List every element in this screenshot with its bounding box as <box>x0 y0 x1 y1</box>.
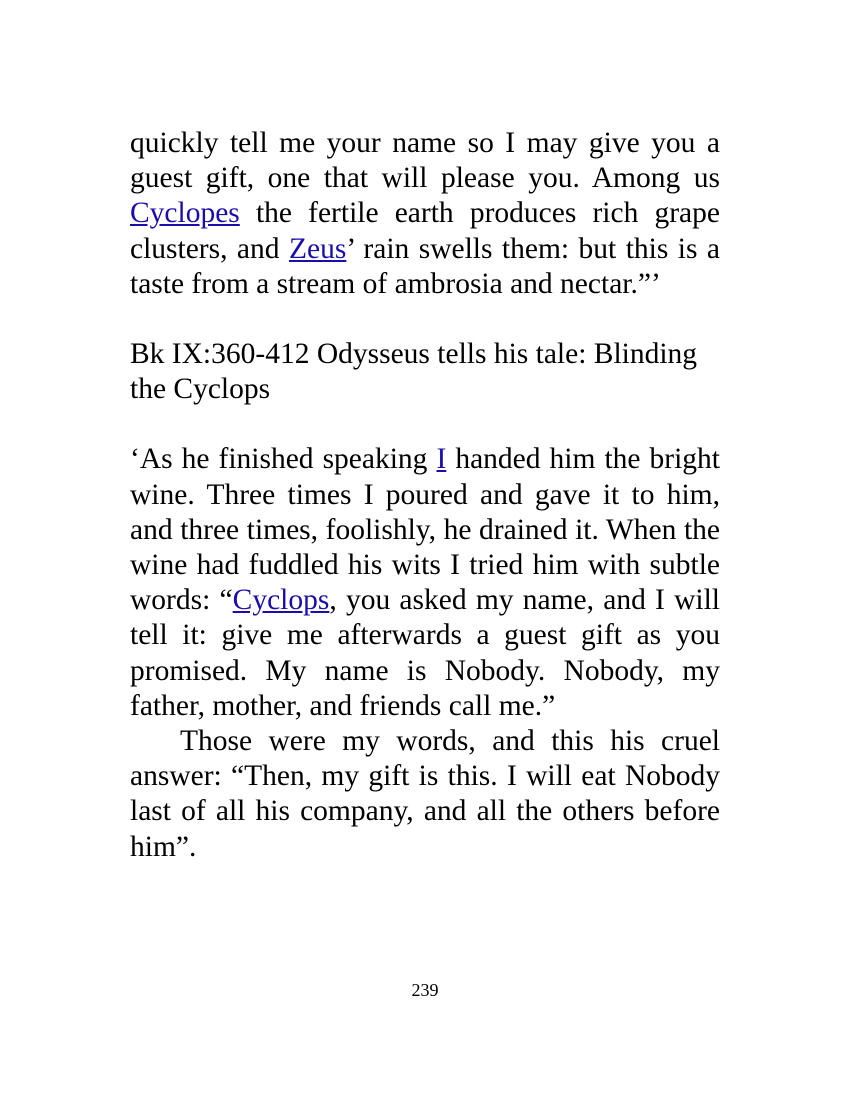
section-heading: Bk IX:360-412 Odysseus tells his tale: Blinding the Cyclops <box>130 338 698 406</box>
text-segment: ‘As he finished speaking <box>130 443 437 476</box>
page-number: 239 <box>411 980 439 1000</box>
text-segment: , you asked my name, and I will tell it: give me afterwards a guest gift as you promised. My name is Nobody. Nobody, my father, mother, and friends call me.” <box>130 584 720 722</box>
paragraph-2 <box>130 442 720 724</box>
link-i[interactable]: I <box>436 443 447 476</box>
text-segment: the fertile earth produces rich grape clusters, and <box>130 197 720 265</box>
text-segment: quickly tell me your name so I may give you a guest gift, one that will please you. Among us <box>130 127 720 195</box>
paragraph-1 <box>130 126 720 302</box>
text-segment: handed him the bright wine. Three times I poured and gave it to him, and three times, foolishly, he drained it. When the wine had fuddled his wits I tried him with subtle words: “ <box>130 443 720 617</box>
page-body <box>130 126 720 865</box>
link-zeus[interactable]: Zeus <box>288 232 347 265</box>
text-segment: ’ rain swells them: but this is a taste from a stream of ambrosia and nectar.”’ <box>130 232 720 300</box>
link-cyclops[interactable]: Cyclops <box>232 584 330 617</box>
paragraph-3: Those were my words, and this his cruel answer: “Then, my gift is this. I will eat Nobody last of all his company, and all the others before him”. <box>130 725 720 863</box>
link-cyclopes[interactable]: Cyclopes <box>130 197 240 230</box>
